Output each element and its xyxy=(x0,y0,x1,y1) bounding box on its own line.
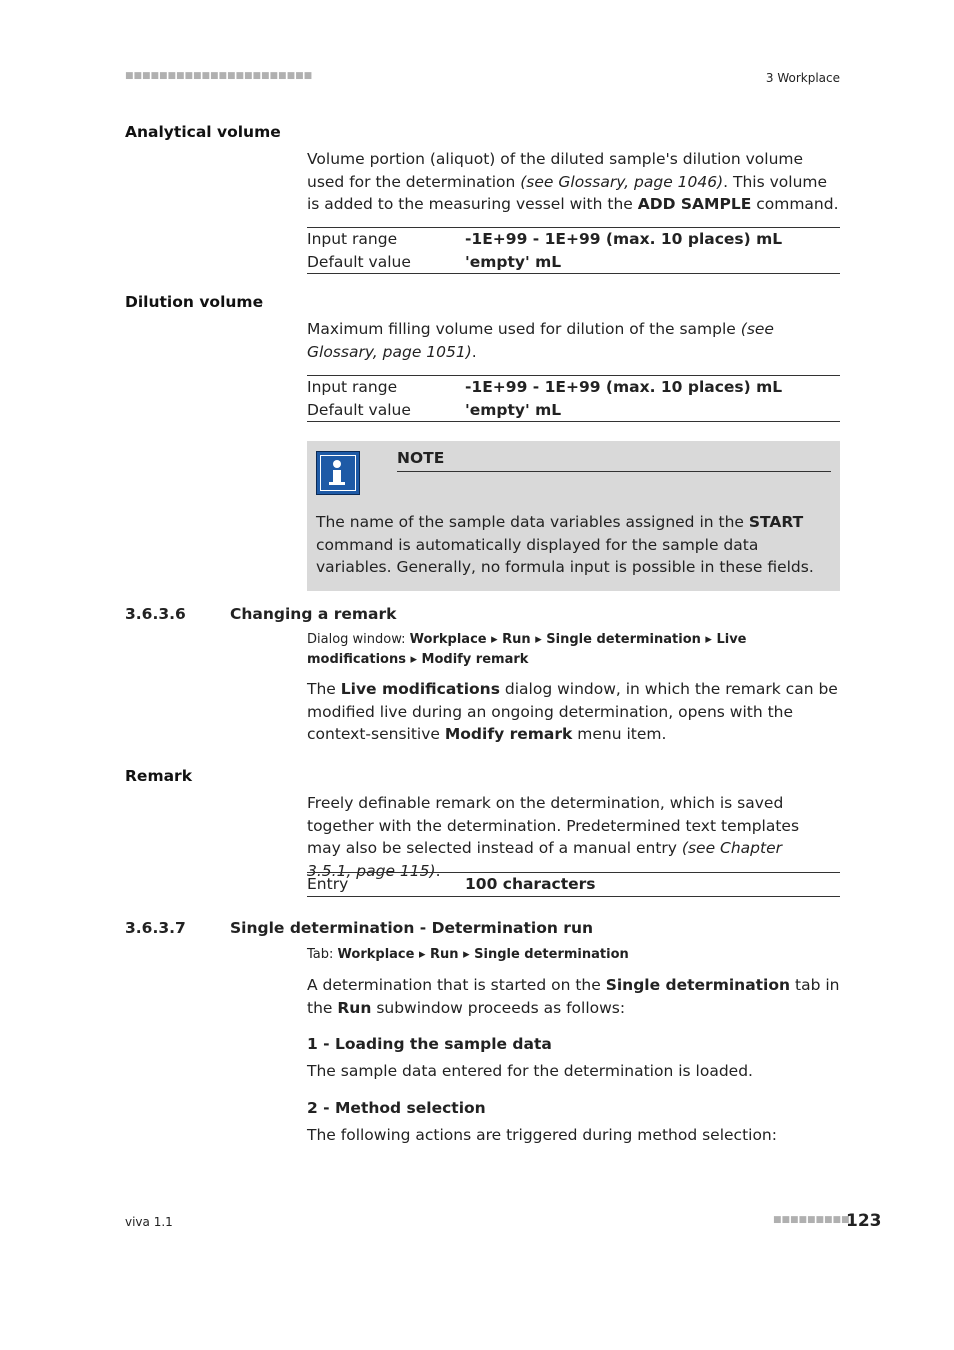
command-name: START xyxy=(748,513,804,531)
table-row xyxy=(307,399,840,422)
step-2-title: 2 - Method selection xyxy=(307,1099,486,1117)
note-title: NOTE xyxy=(397,449,831,472)
row-value: -1E+99 - 1E+99 (max. 10 places) mL xyxy=(465,230,783,248)
section-number: 3.6.3.6 xyxy=(125,605,186,623)
section-number: 3.6.3.7 xyxy=(125,919,186,937)
row-key: Entry xyxy=(307,875,349,893)
remark-description: Freely definable remark on the determination, which is saved together with the determination. Predetermined text templates may also be selected instead of a manual entry (see Chapter 3.5.1, page 115). xyxy=(307,794,800,880)
note-box xyxy=(307,441,840,591)
dilution-volume-description: Maximum filling volume used for dilution of the sample (see Glossary, page 1051). xyxy=(307,320,774,361)
step-2-text: The following actions are triggered during method selection: xyxy=(307,1126,777,1144)
chapter-reference: (see Chapter 3.5.1, page 115) xyxy=(307,839,782,880)
header-decoration: ■■■■■■■■■■■■■■■■■■■■■■ xyxy=(125,71,313,81)
table-row xyxy=(307,376,840,399)
row-key: Default value xyxy=(307,400,411,419)
analytical-volume-description: Volume portion (aliquot) of the diluted sample's dilution volume used for the determination (see Glossary, page 1046). This volume is added to the measuring vessel with the ADD SAMPLE command. xyxy=(307,150,839,213)
row-value: -1E+99 - 1E+99 (max. 10 places) mL xyxy=(465,378,783,396)
dilution-volume-table xyxy=(307,375,840,422)
command-name: ADD SAMPLE xyxy=(637,195,752,213)
row-key: Default value xyxy=(307,252,411,271)
navigation-path: Tab: Workplace ▸ Run ▸ Single determination xyxy=(307,947,629,962)
row-value: 'empty' mL xyxy=(465,400,562,419)
dilution-volume-heading: Dilution volume xyxy=(125,293,264,311)
table-row xyxy=(307,251,840,274)
glossary-reference: (see Glossary, page 1046) xyxy=(520,172,724,191)
section-title: Changing a remark xyxy=(230,605,397,623)
table-row xyxy=(307,873,840,896)
row-key: Input range xyxy=(307,230,398,248)
footer-decoration: ■■■■■■■■■ xyxy=(773,1215,850,1225)
running-header-chapter: 3 Workplace xyxy=(765,71,840,85)
analytical-volume-table xyxy=(307,227,840,274)
row-value: 'empty' mL xyxy=(465,252,562,271)
page-number: 123 xyxy=(846,1211,882,1231)
footer-product-version: viva 1.1 xyxy=(125,1215,173,1229)
step-1-title: 1 - Loading the sample data xyxy=(307,1035,552,1053)
info-icon xyxy=(316,451,360,495)
note-text: The name of the sample data variables assigned in the START command is automatically displayed for the sample data variables. Generally, no formula input is possible in these fields. xyxy=(316,513,814,576)
section-description: The Live modifications dialog window, in which the remark can be modified live during an ongoing determination, opens with the context-sensitive Modify remark menu item. xyxy=(307,680,838,743)
row-key: Input range xyxy=(307,378,398,396)
row-value: 100 characters xyxy=(465,875,596,893)
table-row xyxy=(307,228,840,251)
navigation-path: Dialog window: Workplace ▸ Run ▸ Single determination ▸ Live modifications ▸ Modify remark xyxy=(307,632,747,667)
analytical-volume-heading: Analytical volume xyxy=(125,123,281,141)
glossary-reference: (see Glossary, page 1051) xyxy=(307,320,774,361)
remark-table xyxy=(307,872,840,897)
remark-heading: Remark xyxy=(125,767,193,785)
section-title: Single determination - Determination run xyxy=(230,919,594,937)
step-1-text: The sample data entered for the determination is loaded. xyxy=(307,1062,753,1080)
section-description: A determination that is started on the Single determination tab in the Run subwindow proceeds as follows: xyxy=(307,976,840,1017)
